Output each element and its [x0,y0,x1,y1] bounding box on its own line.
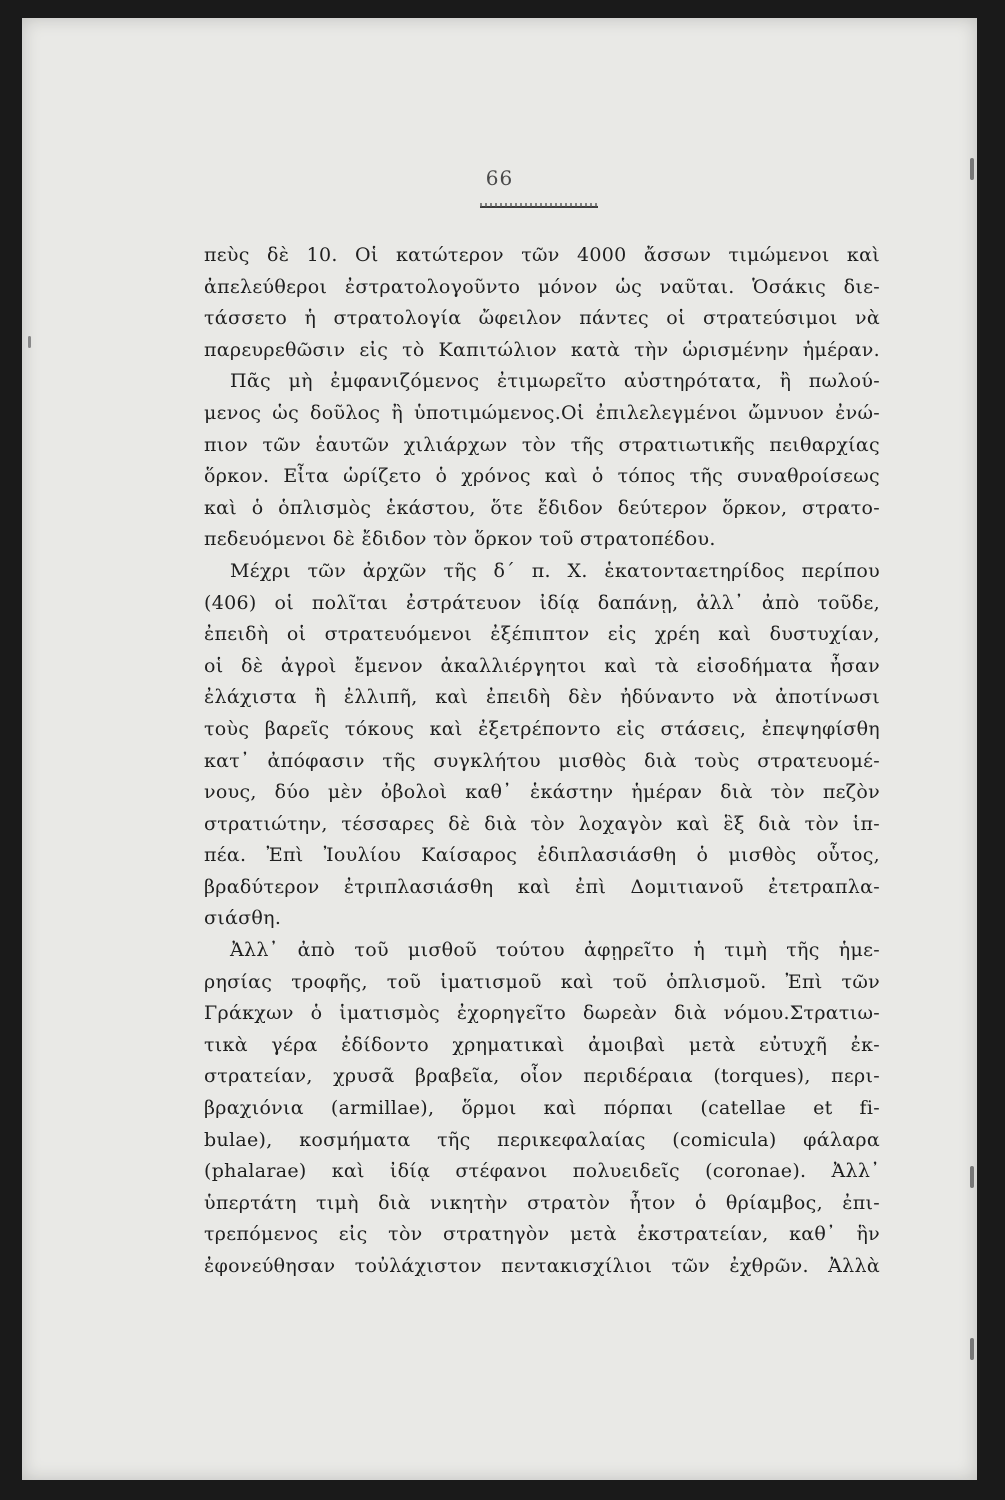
page-number: 66 [485,166,514,190]
text-line: στρατιώτην, τέσσαρες δὲ διὰ τὸν λοχαγὸν καὶ ἓξ διὰ τὸν ἱπ- [204,812,880,835]
text-line: ὑπερτάτη τιμὴ διὰ νικητὴν στρατὸν ἦτον ὁ θρίαμβος, ἐπι- [204,1191,880,1214]
page-edge-mark [28,336,31,348]
page-edge-mark [970,1166,974,1188]
text-line: νους, δύο μὲν ὀβολοὶ καθ᾽ ἑκάστην ἡμέραν διὰ τὸν πεζὸν [204,781,880,804]
text-line: σιάσθη. [204,907,282,930]
text-line: καὶ ὁ ὁπλισμὸς ἑκάστου, ὅτε ἔδιδον δεύτερον ὅρκον, στρατο- [204,496,880,519]
text-line: (406) οἱ πολῖται ἐστράτευον ἰδίᾳ δαπάνῃ, ἀλλ᾽ ἀπὸ τοῦδε, [204,591,880,614]
text-line: τοὺς βαρεῖς τόκους καὶ ἐξετρέποντο εἰς στάσεις, ἐπεψηφίσθη [204,717,880,740]
text-line: βραδύτερον ἐτριπλασιάσθη καὶ ἐπὶ Δομιτιανοῦ ἐτετραπλα- [204,875,880,898]
text-line: τικὰ γέρα ἐδίδοντο χρηματικαὶ ἀμοιβαὶ μετὰ εὐτυχῆ ἐκ- [204,1033,880,1056]
text-line: κατ᾽ ἀπόφασιν τῆς συγκλήτου μισθὸς διὰ τοὺς στρατευομέ- [204,749,880,772]
text-line: ἀπελεύθεροι ἐστρατολογοῦντο μόνον ὡς ναῦται. Ὁσάκις διε- [204,275,880,298]
page-edge-mark [970,1338,974,1360]
text-line: ὅρκον. Εἶτα ὡρίζετο ὁ χρόνος καὶ ὁ τόπος τῆς συναθροίσεως [204,465,880,488]
text-line: στρατείαν, χρυσᾶ βραβεῖα, οἷον περιδέραια (torques), περι- [204,1065,880,1088]
text-line: ἐλάχιστα ἢ ἐλλιπῆ, καὶ ἐπειδὴ δὲν ἠδύναντο νὰ ἀποτίνωσι [204,686,880,709]
text-line: Μέχρι τῶν ἀρχῶν τῆς δ΄ π. Χ. ἑκατονταετηρίδος περίπου [230,559,880,582]
text-line: bulae), κοσμήματα τῆς περικεφαλαίας (comicula) φάλαρα [204,1128,880,1151]
text-line: Πᾶς μὴ ἐμφανιζόμενος ἐτιμωρεῖτο αὐστηρότατα, ἢ πωλού- [230,370,880,393]
text-line: μενος ὡς δοῦλος ἢ ὑποτιμώμενος.Οἱ ἐπιλελεγμένοι ὤμνυον ἐνώ- [204,401,880,424]
text-line: ρησίας τροφῆς, τοῦ ἱματισμοῦ καὶ τοῦ ὁπλισμοῦ. Ἐπὶ τῶν [204,970,880,993]
text-line: πεὺς δὲ 10. Οἱ κατώτερον τῶν 4000 ἄσσων τιμώμενοι καὶ [204,244,880,266]
text-line: πέα. Ἐπὶ Ἰουλίου Καίσαρος ἐδιπλασιάσθη ὁ μισθὸς οὗτος, [204,844,880,867]
text-line: οἱ δὲ ἀγροὶ ἔμενον ἀκαλλιέργητοι καὶ τὰ εἰσοδήματα ἦσαν [204,654,880,677]
text-line: παρευρεθῶσιν εἰς τὸ Καπιτώλιον κατὰ τὴν ὡρισμένην ἡμέραν. [204,338,880,361]
text-line: τάσσετο ἡ στρατολογία ὤφειλον πάντες οἱ στρατεύσιμοι νὰ [204,307,880,330]
document-page [22,18,977,1480]
text-line: ἐφονεύθησαν τοὐλάχιστον πεντακισχίλιοι τῶν ἐχθρῶν. Ἀλλὰ [204,1255,880,1277]
ornamental-rule [480,206,598,208]
text-line: πιον τῶν ἑαυτῶν χιλιάρχων τὸν τῆς στρατιωτικῆς πειθαρχίας [204,433,880,456]
text-line: Ἀλλ᾽ ἀπὸ τοῦ μισθοῦ τούτου ἀφῃρεῖτο ἡ τιμὴ τῆς ἡμε- [230,939,880,962]
body-text [204,240,880,1283]
page-edge-mark [970,158,974,180]
text-line: Γράκχων ὁ ἱματισμὸς ἐχορηγεῖτο δωρεὰν διὰ νόμου.Στρατιω- [204,1002,880,1025]
text-line: πεδευόμενοι δὲ ἔδιδον τὸν ὅρκον τοῦ στρατοπέδου. [204,528,716,551]
text-line: (phalarae) καὶ ἰδίᾳ στέφανοι πολυειδεῖς (coronae). Ἀλλ᾽ [204,1160,880,1183]
text-line: βραχιόνια (armillae), ὅρμοι καὶ πόρπαι (catellae et fi- [204,1097,880,1120]
text-line: τρεπόμενος εἰς τὸν στρατηγὸν μετὰ ἐκστρατείαν, καθ᾽ ἣν [204,1223,880,1246]
text-line: ἐπειδὴ οἱ στρατευόμενοι ἐξέπιπτον εἰς χρέη καὶ δυστυχίαν, [204,623,880,646]
